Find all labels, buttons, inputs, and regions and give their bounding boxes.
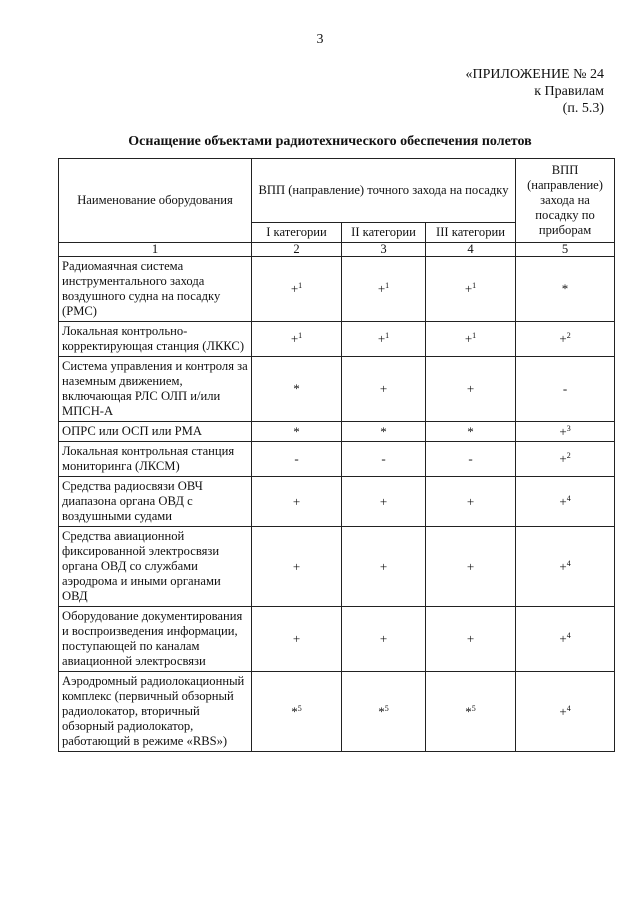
requirement-cell bbox=[426, 607, 516, 672]
requirement-cell bbox=[252, 442, 342, 477]
requirement-cell bbox=[426, 672, 516, 752]
footnote-ref: 4 bbox=[566, 558, 571, 568]
requirement-mark: + bbox=[290, 281, 299, 296]
requirement-mark: + bbox=[466, 558, 475, 574]
table-row bbox=[59, 527, 615, 607]
appendix-reference bbox=[466, 66, 605, 117]
requirement-cell bbox=[342, 357, 426, 422]
header-instrument-runway: ВПП (направление) захода на посадку по приборам bbox=[516, 159, 615, 243]
requirement-cell bbox=[516, 672, 615, 752]
table-row bbox=[59, 322, 615, 357]
equipment-name: Локальная контрольно-корректирующая станция (ЛККС) bbox=[59, 322, 252, 357]
requirement-mark: + bbox=[559, 423, 567, 439]
requirement-mark: * bbox=[293, 381, 300, 396]
requirement-cell bbox=[252, 322, 342, 357]
requirement-mark: + bbox=[559, 558, 567, 574]
footnote-ref: 5 bbox=[471, 703, 476, 713]
requirement-cell bbox=[426, 527, 516, 607]
requirement-mark: + bbox=[379, 493, 388, 509]
requirement-mark: + bbox=[466, 631, 475, 646]
column-number: 1 bbox=[59, 243, 252, 257]
requirement-cell bbox=[252, 477, 342, 527]
requirement-mark: - bbox=[468, 451, 473, 466]
requirement-mark: + bbox=[559, 451, 567, 466]
requirement-mark: + bbox=[377, 281, 386, 296]
table-row bbox=[59, 672, 615, 752]
footnote-ref: 4 bbox=[566, 703, 571, 713]
table-row bbox=[59, 442, 615, 477]
requirement-mark: + bbox=[292, 493, 301, 509]
requirement-mark: + bbox=[379, 631, 388, 646]
requirement-mark: + bbox=[379, 558, 388, 574]
footnote-ref: 1 bbox=[385, 280, 390, 290]
column-number: 2 bbox=[252, 243, 342, 257]
requirement-cell bbox=[342, 477, 426, 527]
column-number: 3 bbox=[342, 243, 426, 257]
requirement-cell bbox=[342, 442, 426, 477]
appendix-paragraph: (п. 5.3) bbox=[562, 101, 604, 116]
column-number: 5 bbox=[516, 243, 615, 257]
footnote-ref: 1 bbox=[472, 280, 477, 290]
requirement-mark: * bbox=[561, 281, 569, 296]
requirement-cell bbox=[342, 527, 426, 607]
footnote-ref: 1 bbox=[385, 330, 390, 340]
requirement-mark: - bbox=[562, 381, 568, 396]
equipment-name: ОПРС или ОСП или РМА bbox=[59, 422, 252, 442]
column-number: 4 bbox=[426, 243, 516, 257]
requirement-mark: - bbox=[294, 451, 299, 466]
equipment-table bbox=[58, 158, 615, 752]
table-row bbox=[59, 607, 615, 672]
appendix-rules: к Правилам bbox=[534, 84, 604, 99]
requirement-mark: * bbox=[380, 423, 387, 439]
document-title: Оснащение объектами радиотехнического обеспечения полетов bbox=[128, 134, 532, 149]
footnote-ref: 3 bbox=[566, 423, 571, 433]
requirement-mark: + bbox=[559, 493, 567, 509]
requirement-cell bbox=[516, 527, 615, 607]
page-number: 3 bbox=[316, 32, 324, 47]
requirement-cell bbox=[516, 257, 615, 322]
requirement-mark: + bbox=[466, 493, 475, 509]
header-equipment: Наименование оборудования bbox=[59, 159, 252, 243]
requirement-cell bbox=[516, 477, 615, 527]
table-row bbox=[59, 357, 615, 422]
column-numbers-row bbox=[59, 243, 615, 257]
requirement-cell bbox=[252, 672, 342, 752]
requirement-cell bbox=[342, 607, 426, 672]
requirement-mark: + bbox=[466, 381, 475, 396]
footnote-ref: 1 bbox=[472, 330, 477, 340]
footnote-ref: 5 bbox=[384, 703, 389, 713]
equipment-name: Средства радиосвязи ОВЧ диапазона органа ОВД с воздушными судами bbox=[59, 477, 252, 527]
requirement-cell bbox=[252, 607, 342, 672]
requirement-cell bbox=[516, 422, 615, 442]
requirement-cell bbox=[426, 442, 516, 477]
requirement-mark: + bbox=[377, 331, 386, 346]
requirement-cell bbox=[516, 607, 615, 672]
requirement-cell bbox=[426, 422, 516, 442]
table-row bbox=[59, 257, 615, 322]
requirement-cell bbox=[426, 477, 516, 527]
equipment-name: Средства авиационной фиксированной электросвязи органа ОВД со службами аэродрома и иными органами ОВД bbox=[59, 527, 252, 607]
requirement-mark: + bbox=[559, 703, 567, 719]
header-precision-runway: ВПП (направление) точного захода на посадку bbox=[252, 159, 516, 223]
requirement-cell bbox=[426, 322, 516, 357]
header-category-2: II категории bbox=[342, 223, 426, 243]
requirement-mark: * bbox=[467, 423, 474, 439]
table-row bbox=[59, 477, 615, 527]
requirement-cell bbox=[252, 527, 342, 607]
requirement-mark: + bbox=[559, 331, 567, 346]
requirement-cell bbox=[516, 357, 615, 422]
requirement-mark: + bbox=[292, 558, 301, 574]
requirement-cell bbox=[342, 322, 426, 357]
equipment-name: Радиомаячная система инструментального захода воздушного судна на посадку (РМС) bbox=[59, 257, 252, 322]
footnote-ref: 2 bbox=[566, 450, 571, 460]
requirement-mark: + bbox=[464, 331, 473, 346]
footnote-ref: 4 bbox=[566, 630, 571, 640]
requirement-cell bbox=[342, 422, 426, 442]
requirement-cell bbox=[252, 422, 342, 442]
requirement-mark: + bbox=[559, 631, 567, 646]
requirement-mark: * bbox=[465, 703, 472, 719]
requirement-cell bbox=[426, 257, 516, 322]
requirement-cell bbox=[252, 257, 342, 322]
footnote-ref: 5 bbox=[297, 703, 302, 713]
footnote-ref: 1 bbox=[298, 280, 303, 290]
requirement-mark: + bbox=[292, 631, 301, 646]
requirement-mark: + bbox=[290, 331, 299, 346]
equipment-name: Система управления и контроля за наземным движением, включающая РЛС ОЛП и/или МПСН-А bbox=[59, 357, 252, 422]
equipment-name: Оборудование документирования и воспроизведения информации, поступающей по каналам авиационной электросвязи bbox=[59, 607, 252, 672]
requirement-cell bbox=[516, 442, 615, 477]
requirement-mark: - bbox=[381, 451, 386, 466]
equipment-name: Локальная контрольная станция мониторинга (ЛКСМ) bbox=[59, 442, 252, 477]
footnote-ref: 4 bbox=[566, 493, 571, 503]
requirement-cell bbox=[342, 672, 426, 752]
requirement-mark: * bbox=[378, 703, 385, 719]
requirement-cell bbox=[252, 357, 342, 422]
requirement-mark: + bbox=[379, 381, 388, 396]
equipment-name: Аэродромный радиолокационный комплекс (первичный обзорный радиолокатор, вторичный обзорный радиолокатор, работающий в режиме «RBS») bbox=[59, 672, 252, 752]
requirement-cell bbox=[516, 322, 615, 357]
requirement-mark: * bbox=[291, 703, 298, 719]
header-category-3: III категории bbox=[426, 223, 516, 243]
appendix-title: «ПРИЛОЖЕНИЕ № 24 bbox=[465, 67, 604, 82]
header-category-1: I категории bbox=[252, 223, 342, 243]
requirement-cell bbox=[426, 357, 516, 422]
table-row bbox=[59, 422, 615, 442]
requirement-mark: * bbox=[293, 423, 300, 439]
requirement-cell bbox=[342, 257, 426, 322]
footnote-ref: 1 bbox=[298, 330, 303, 340]
footnote-ref: 2 bbox=[566, 330, 571, 340]
requirement-mark: + bbox=[464, 281, 473, 296]
